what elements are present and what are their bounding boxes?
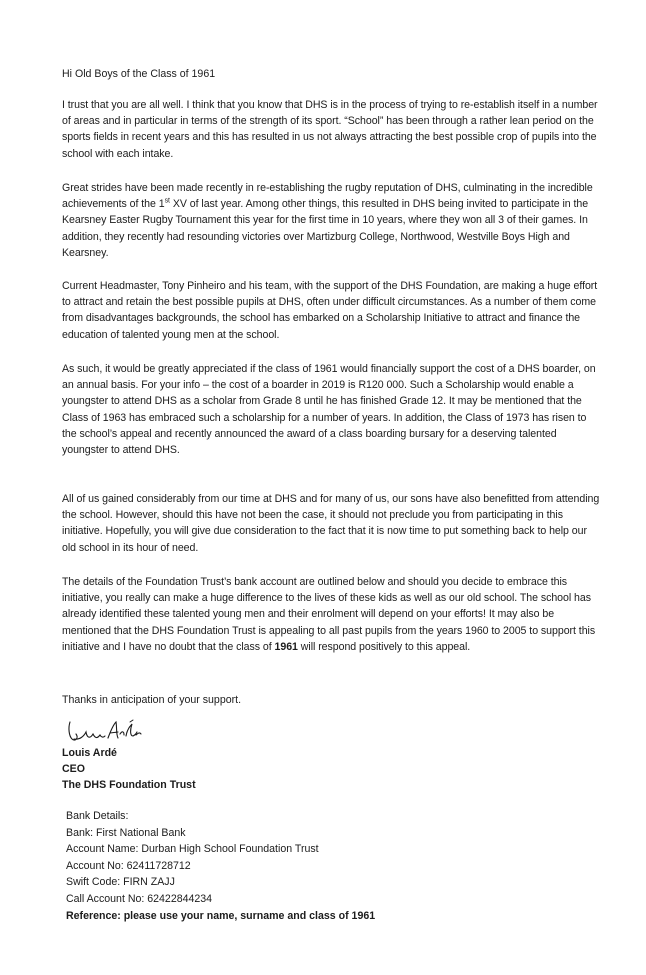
paragraph-4: As such, it would be greatly appreciated if the class of 1961 would financially support the cost of a DHS boarder, on an annual basis. For your info – the cost of a boarder in 2019 is R120 000. Such a Scholarship would enable a youngster to attend DHS as a scholar from Grade 8 until he has finished Grade 12. It may be mentioned that the Class of 1963 has embraced such a scholarship for a number of years. In addition, the Class of 1973 has risen to the school’s appeal and recently announced the award of a class boarding bursary for a deserving talented youngster to attend DHS.: [62, 363, 596, 457]
signer-title: CEO: [62, 763, 85, 775]
paragraph-5: All of us gained considerably from our time at DHS and for many of us, our sons have also benefitted from attending the school. However, should this have not been the case, it should not preclude you from participating in this initiative. Hopefully, you will give due consideration to the fact that it is now time to put something back to help our old school in its hour of need.: [62, 493, 600, 554]
paragraph-2-superscript: st: [164, 197, 170, 205]
signature-block: [62, 745, 196, 793]
paragraph-2-part-a: Great strides have been made recently in re-establishing the rugby reputation of DHS, culminating in the incredible achievements of the 1: [62, 182, 593, 211]
handwritten-signature: [64, 712, 144, 746]
paragraph-1: I trust that you are all well. I think that you know that DHS is in the process of trying to re-establish itself in a number of areas and in particular in terms of the strength of its sport. “School” has been through a rather lean period on the sports fields in recent years and this has resulted in us not always attracting the best possible crop of pupils into the school with each intake.: [62, 99, 598, 160]
bank-details: [66, 808, 375, 924]
paragraph-6-bold-year: 1961: [274, 640, 298, 653]
salutation: Hi Old Boys of the Class of 1961: [62, 68, 216, 80]
paragraph-6: [62, 574, 602, 655]
paragraph-2: [62, 180, 602, 261]
swift-code: Swift Code: FIRN ZAJJ: [66, 876, 175, 889]
account-name: Account Name: Durban High School Foundation Trust: [66, 843, 319, 856]
paragraph-6-part-a: The details of the Foundation Trust’s bank account are outlined below and should you decide to embrace this initiative, you really can make a huge difference to the lives of these kids as well as our old school. The school has already identified these talented young men and their enrolment will depend on your efforts! It may also be mentioned that the DHS Foundation Trust is appealing to all past pupils from the years 1960 to 2005 to support this initiative and I have no doubt that the class of: [62, 576, 596, 653]
signer-name: Louis Ardé: [62, 747, 117, 759]
closing-thanks: Thanks in anticipation of your support.: [62, 694, 242, 706]
account-number: Account No: 62411728712: [66, 859, 191, 872]
bank-name: Bank: First National Bank: [66, 826, 186, 839]
paragraph-6-part-b: will respond positively to this appeal.: [297, 640, 471, 653]
signer-organization: The DHS Foundation Trust: [62, 779, 196, 791]
paragraph-3: Current Headmaster, Tony Pinheiro and his team, with the support of the DHS Foundation, are making a huge effort to attract and retain the best possible pupils at DHS, often under difficult circumstances. As a number of them come from disadvantages backgrounds, the school has embarked on a Scholarship Initiative to attract and finance the education of talented young men at the school.: [62, 280, 598, 341]
payment-reference: Reference: please use your name, surname and class of 1961: [66, 909, 376, 922]
call-account-number: Call Account No: 62422844234: [66, 892, 213, 905]
paragraph-2-part-b: XV of last year. Among other things, this resulted in DHS being invited to participate in the Kearsney Easter Rugby Tournament this year for the first time in 10 years, where they won all 3 of their games. In addition, they recently had resounding victories over Martizburg College, Northwood, Westville Boys High and Kearsney.: [62, 198, 589, 259]
bank-details-heading: Bank Details:: [66, 810, 129, 822]
